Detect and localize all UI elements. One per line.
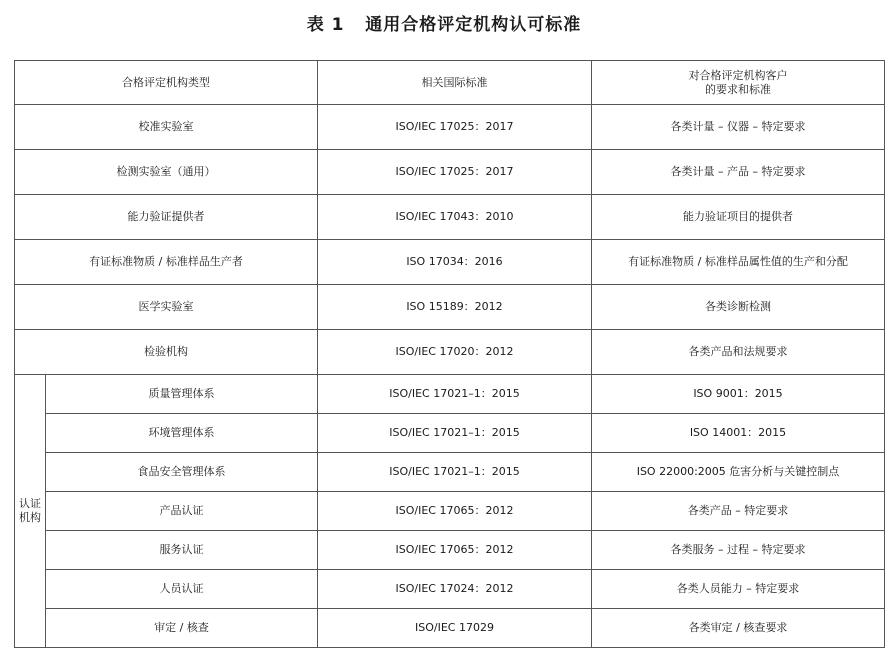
- table-row: [15, 531, 885, 570]
- row-client: 各类审定 / 核查要求: [592, 609, 885, 648]
- row-standard: ISO 17034：2016: [318, 240, 592, 285]
- row-client: 各类服务 – 过程 – 特定要求: [592, 531, 885, 570]
- row-type: 医学实验室: [15, 285, 318, 330]
- cert-group-label-line1: 认证: [19, 497, 41, 510]
- table-row: [15, 414, 885, 453]
- row-type: 检验机构: [15, 330, 318, 375]
- row-standard: ISO/IEC 17021–1：2015: [318, 453, 592, 492]
- row-type: 食品安全管理体系: [46, 453, 318, 492]
- row-type: 环境管理体系: [46, 414, 318, 453]
- row-standard: ISO/IEC 17065：2012: [318, 492, 592, 531]
- cert-group-label-line2: 机构: [19, 511, 41, 524]
- row-client: 各类产品和法规要求: [592, 330, 885, 375]
- row-client: 各类计量 – 产品 – 特定要求: [592, 150, 885, 195]
- header-row: [15, 61, 885, 105]
- table-row: [15, 330, 885, 375]
- row-client: ISO 14001：2015: [592, 414, 885, 453]
- row-standard: ISO/IEC 17025：2017: [318, 150, 592, 195]
- table-row: [15, 570, 885, 609]
- row-standard: ISO/IEC 17065：2012: [318, 531, 592, 570]
- header-client-line2: 的要求和标准: [705, 82, 771, 96]
- cert-group-label: [15, 375, 46, 648]
- row-type: 校准实验室: [15, 105, 318, 150]
- row-standard: ISO 15189：2012: [318, 285, 592, 330]
- table-title: 表 1 通用合格评定机构认可标准: [306, 15, 582, 35]
- accreditation-standards-table: [14, 60, 885, 648]
- row-standard: ISO/IEC 17021–1：2015: [318, 375, 592, 414]
- row-client: 各类计量 – 仪器 – 特定要求: [592, 105, 885, 150]
- table-row: [15, 285, 885, 330]
- row-type: 产品认证: [46, 492, 318, 531]
- row-client: 各类人员能力 – 特定要求: [592, 570, 885, 609]
- header-client-line1: 对合格评定机构客户: [688, 68, 788, 82]
- table-row: [15, 105, 885, 150]
- row-client: 有证标准物质 / 标准样品属性值的生产和分配: [592, 240, 885, 285]
- table-row: [15, 492, 885, 531]
- table-row: [15, 375, 885, 414]
- header-standard: 相关国际标准: [318, 61, 592, 105]
- row-type: 能力验证提供者: [15, 195, 318, 240]
- table-row: [15, 150, 885, 195]
- row-type: 人员认证: [46, 570, 318, 609]
- row-type: 质量管理体系: [46, 375, 318, 414]
- row-client: 各类产品 – 特定要求: [592, 492, 885, 531]
- table-row: [15, 240, 885, 285]
- header-client: [592, 61, 885, 105]
- table-row: [15, 609, 885, 648]
- row-type: 检测实验室（通用）: [15, 150, 318, 195]
- table-row: [15, 453, 885, 492]
- row-standard: ISO/IEC 17025：2017: [318, 105, 592, 150]
- row-standard: ISO/IEC 17021–1：2015: [318, 414, 592, 453]
- row-standard: ISO/IEC 17020：2012: [318, 330, 592, 375]
- header-type: 合格评定机构类型: [15, 61, 318, 105]
- row-standard: ISO/IEC 17043：2010: [318, 195, 592, 240]
- row-standard: ISO/IEC 17029: [318, 609, 592, 648]
- table-row: [15, 195, 885, 240]
- row-client: 各类诊断检测: [592, 285, 885, 330]
- row-client: ISO 22000:2005 危害分析与关键控制点: [592, 453, 885, 492]
- row-type: 有证标准物质 / 标准样品生产者: [15, 240, 318, 285]
- row-type: 审定 / 核查: [46, 609, 318, 648]
- row-client: 能力验证项目的提供者: [592, 195, 885, 240]
- row-client: ISO 9001：2015: [592, 375, 885, 414]
- row-type: 服务认证: [46, 531, 318, 570]
- row-standard: ISO/IEC 17024：2012: [318, 570, 592, 609]
